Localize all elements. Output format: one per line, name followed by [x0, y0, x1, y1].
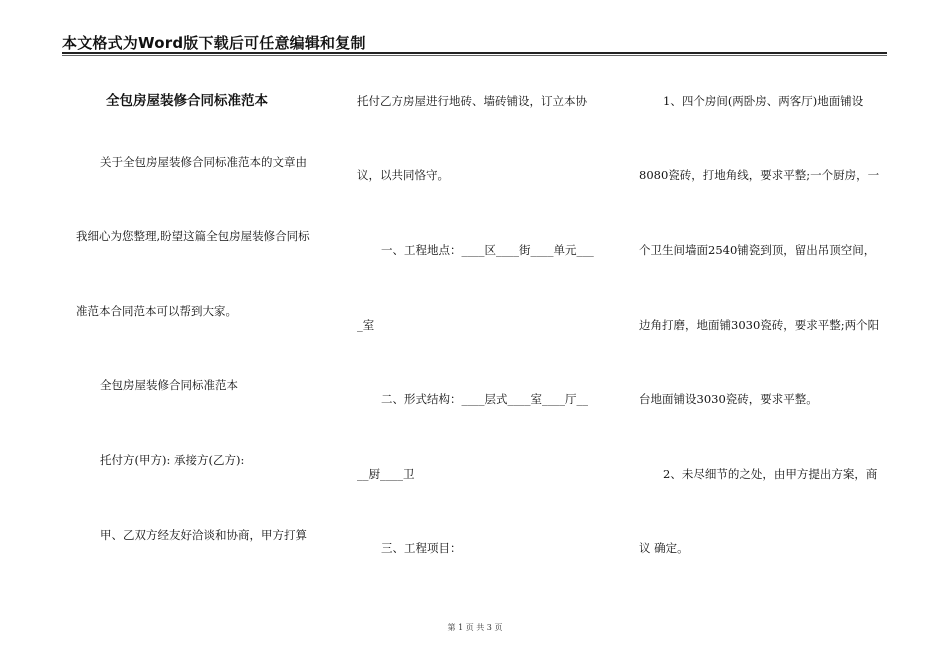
clause-location-cont: _室	[357, 318, 375, 332]
text-column-2	[357, 0, 607, 672]
paragraph-line: 议 确定。	[639, 541, 689, 555]
subtitle-line: 全包房屋装修合同标准范本	[100, 378, 238, 392]
document-title: 全包房屋装修合同标准范本	[106, 93, 268, 109]
paragraph-line: 准范本合同范本可以帮到大家。	[76, 304, 237, 318]
paragraph-line: 议，以共同恪守。	[357, 168, 449, 182]
clause-location: 一、工程地点：____区____街____单元___	[381, 243, 594, 257]
clause-project: 三、工程项目：	[381, 541, 462, 555]
clause-structure: 二、形式结构：____层式____室____厅__	[381, 392, 588, 406]
paragraph-line: 甲、乙双方经友好洽谈和协商，甲方打算	[100, 528, 307, 542]
text-column-3	[639, 0, 889, 672]
text-column-1	[76, 0, 331, 672]
project-item-1: 1、四个房间(两卧房、两客厅)地面铺设	[663, 94, 864, 108]
project-item-2: 2、未尽细节的之处，由甲方提出方案，商	[663, 467, 878, 481]
paragraph-line: 台地面铺设3030瓷砖，要求平整。	[639, 392, 818, 406]
page-number: 第 1 页 共 3 页	[447, 623, 503, 632]
paragraph-line: 边角打磨，地面铺3030瓷砖，要求平整;两个阳	[639, 318, 880, 332]
document-header-title: 本文格式为Word版下载后可任意编辑和复制	[62, 34, 366, 52]
paragraph-line: 关于全包房屋装修合同标准范本的文章由	[100, 155, 307, 169]
paragraph-line: 我细心为您整理,盼望这篇全包房屋装修合同标	[76, 229, 310, 243]
paragraph-line: 8080瓷砖，打地角线，要求平整;一个厨房，一	[639, 168, 880, 182]
clause-structure-cont: __厨____卫	[357, 467, 415, 481]
parties-line: 托付方(甲方): 承接方(乙方):	[100, 453, 245, 467]
paragraph-line: 托付乙方房屋进行地砖、墙砖铺设，订立本协	[357, 94, 587, 108]
paragraph-line: 个卫生间墙面2540铺瓷到顶，留出吊顶空间，	[639, 243, 876, 257]
